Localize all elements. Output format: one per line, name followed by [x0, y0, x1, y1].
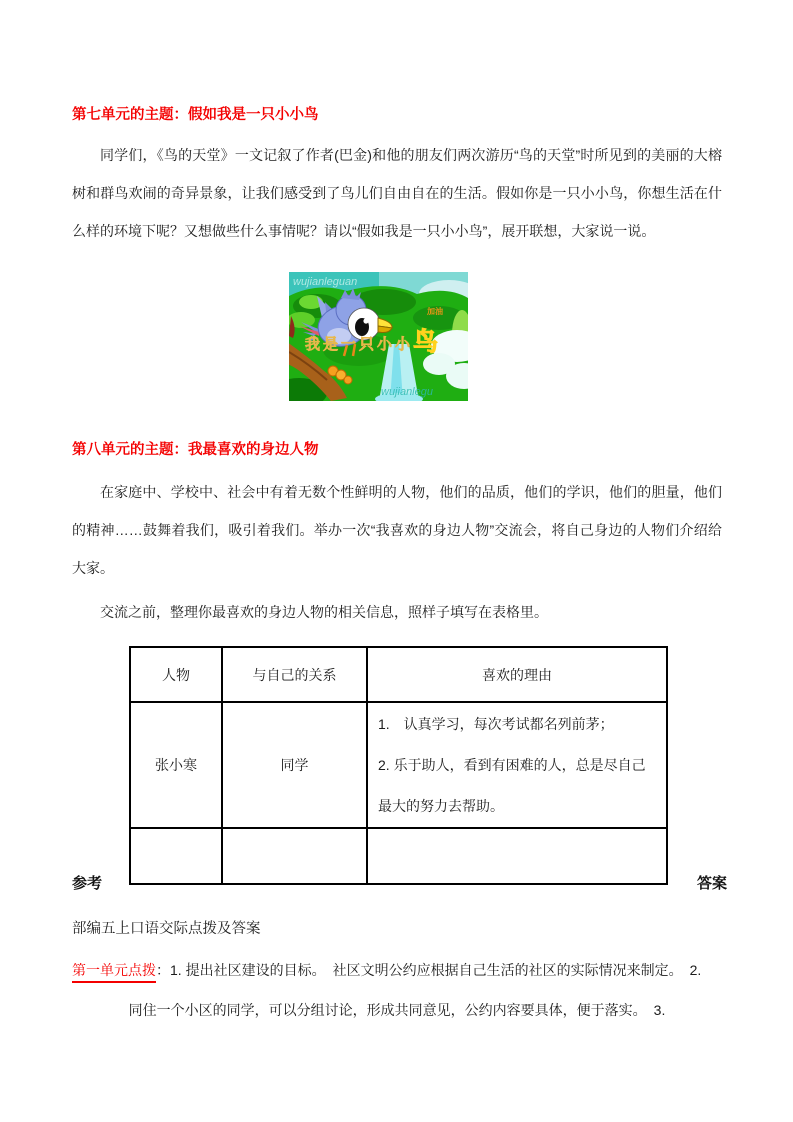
cell-reason — [367, 828, 667, 884]
table-row — [130, 702, 667, 828]
reason-line-2: 2. 乐于助人，看到有困难的人，总是尽自己最大的努力去帮助。 — [378, 757, 646, 814]
reference-label-right: 答案 — [696, 875, 727, 892]
watermark-top: wujianleguan — [293, 276, 358, 288]
bird-illustration — [289, 272, 468, 401]
header-person: 人物 — [130, 647, 222, 702]
unit1-tips-text: ：1. 提出社区建设的目标。 社区文明公约应根据自己生活的社区的实际情况来制定。 2. — [156, 962, 702, 978]
cell-reason — [367, 702, 667, 828]
answers-heading: 部编五上口语交际点拨及答案 — [72, 921, 261, 937]
unit8-paragraph2: 交流之前，整理你最喜欢的身边人物的相关信息，照样子填写在表格里。 — [100, 604, 548, 620]
unit1-tips-line — [72, 960, 722, 980]
reference-label-left: 参考 — [72, 875, 103, 892]
watermark-bottom: wujianlegu — [381, 386, 433, 398]
cell-relation: 同学 — [222, 702, 367, 828]
unit1-tips-line2: 同住一个小区的同学，可以分组讨论，形成共同意见，公约内容要具体，便于落实。 3. — [128, 1002, 666, 1018]
header-relation: 与自己的关系 — [222, 647, 367, 702]
table-row — [130, 828, 667, 884]
favorite-person-table — [129, 646, 668, 885]
bird-scene-image — [289, 272, 468, 401]
cell-person — [130, 828, 222, 884]
table-header-row — [130, 647, 667, 702]
cell-person: 张小寒 — [130, 702, 222, 828]
unit8-paragraph1: 在家庭中、学校中、社会中有着无数个性鲜明的人物，他们的品质，他们的学识，他们的胆量，他们的精神……鼓舞着我们，吸引着我们。举办一次“我喜欢的身边人物”交流会，将自己身边的人物们介绍给大家。 — [72, 484, 722, 576]
illustration-title-text: 我是一只小小 — [305, 336, 414, 353]
illustration-title-bird-char: 鸟 — [413, 328, 439, 356]
header-reason: 喜欢的理由 — [367, 647, 667, 702]
unit8-heading: 第八单元的主题：我最喜欢的身边人物 — [72, 442, 319, 458]
reason-line-1: 1. 认真学习，每次考试都名列前茅； — [378, 716, 614, 732]
unit1-tips-label: 第一单元点拨 — [72, 962, 156, 983]
cheer-watermark: 加油 — [427, 307, 443, 316]
cell-relation — [222, 828, 367, 884]
unit7-heading: 第七单元的主题：假如我是一只小小鸟 — [72, 107, 319, 123]
unit7-paragraph: 同学们，《鸟的天堂》一文记叙了作者(巴金)和他的朋友们两次游历“鸟的天堂”时所见到的美丽的大榕树和群鸟欢闹的奇异景象，让我们感受到了鸟儿们自由自在的生活。假如你是一只小小鸟，你想生活在什么样的环境下呢？又想做些什么事情呢？请以“假如我是一只小小鸟”，展开联想，大家说一说。 — [72, 147, 722, 239]
